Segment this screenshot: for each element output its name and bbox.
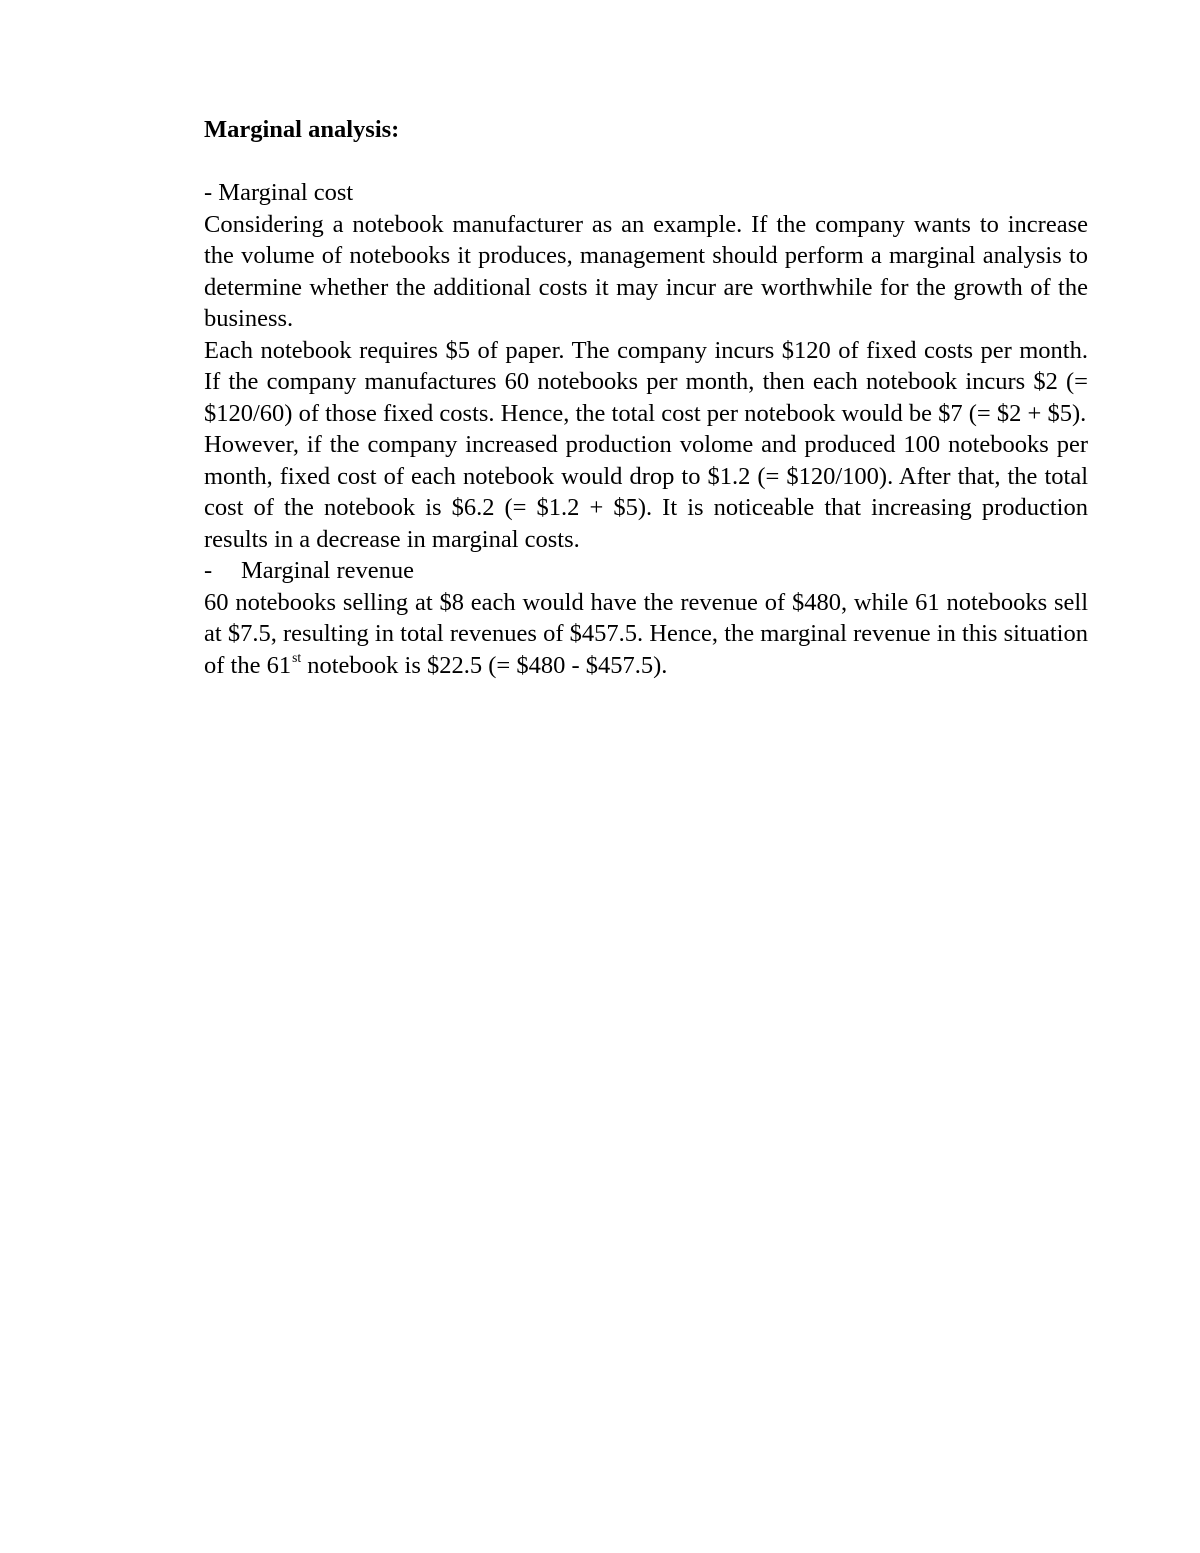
marginal-cost-paragraph-1: Considering a notebook manufacturer as an example. If the company wants to increase the volume of notebooks it produces, management should perform a marginal analysis to determine whether the additional costs it may incur are worthwhile for the growth of the business. [204, 210, 1088, 332]
document-body [204, 114, 1088, 681]
marginal-revenue-paragraph [204, 587, 1088, 682]
blank-line [204, 146, 1088, 178]
marginal-revenue-text-after: notebook is $22.5 (= $480 - $457.5). [301, 651, 668, 679]
marginal-revenue-heading-row [204, 555, 1088, 587]
marginal-cost-paragraph-3: However, if the company increased production volome and produced 100 notebooks per month, fixed cost of each notebook would drop to $1.2 (= $120/100). After that, the total cost of the notebook is $6.2 (= $1.2 + $5). It is noticeable that increasing production results in a decrease in marginal costs. [204, 431, 1088, 553]
ordinal-superscript: st [292, 650, 302, 666]
marginal-cost-heading: - Marginal cost [204, 179, 354, 206]
document-title: Marginal analysis: [204, 116, 400, 143]
marginal-revenue-text-before: 60 notebooks selling at $8 each would have the revenue of $480, while 61 notebooks sell at $7.5, resulting in total revenues of $457.5. Hence, the marginal revenue in this situation of the 61 [204, 588, 1088, 679]
marginal-cost-paragraph-2: Each notebook requires $5 of paper. The company incurs $120 of fixed costs per month. If the company manufactures 60 notebooks per month, then each notebook incurs $2 (= $120/60) of those fixed costs. Hence, the total cost per notebook would be $7 (= $2 + $5). [204, 336, 1088, 427]
marginal-revenue-heading: Marginal revenue [241, 557, 415, 584]
bullet-dash: - [204, 557, 213, 584]
